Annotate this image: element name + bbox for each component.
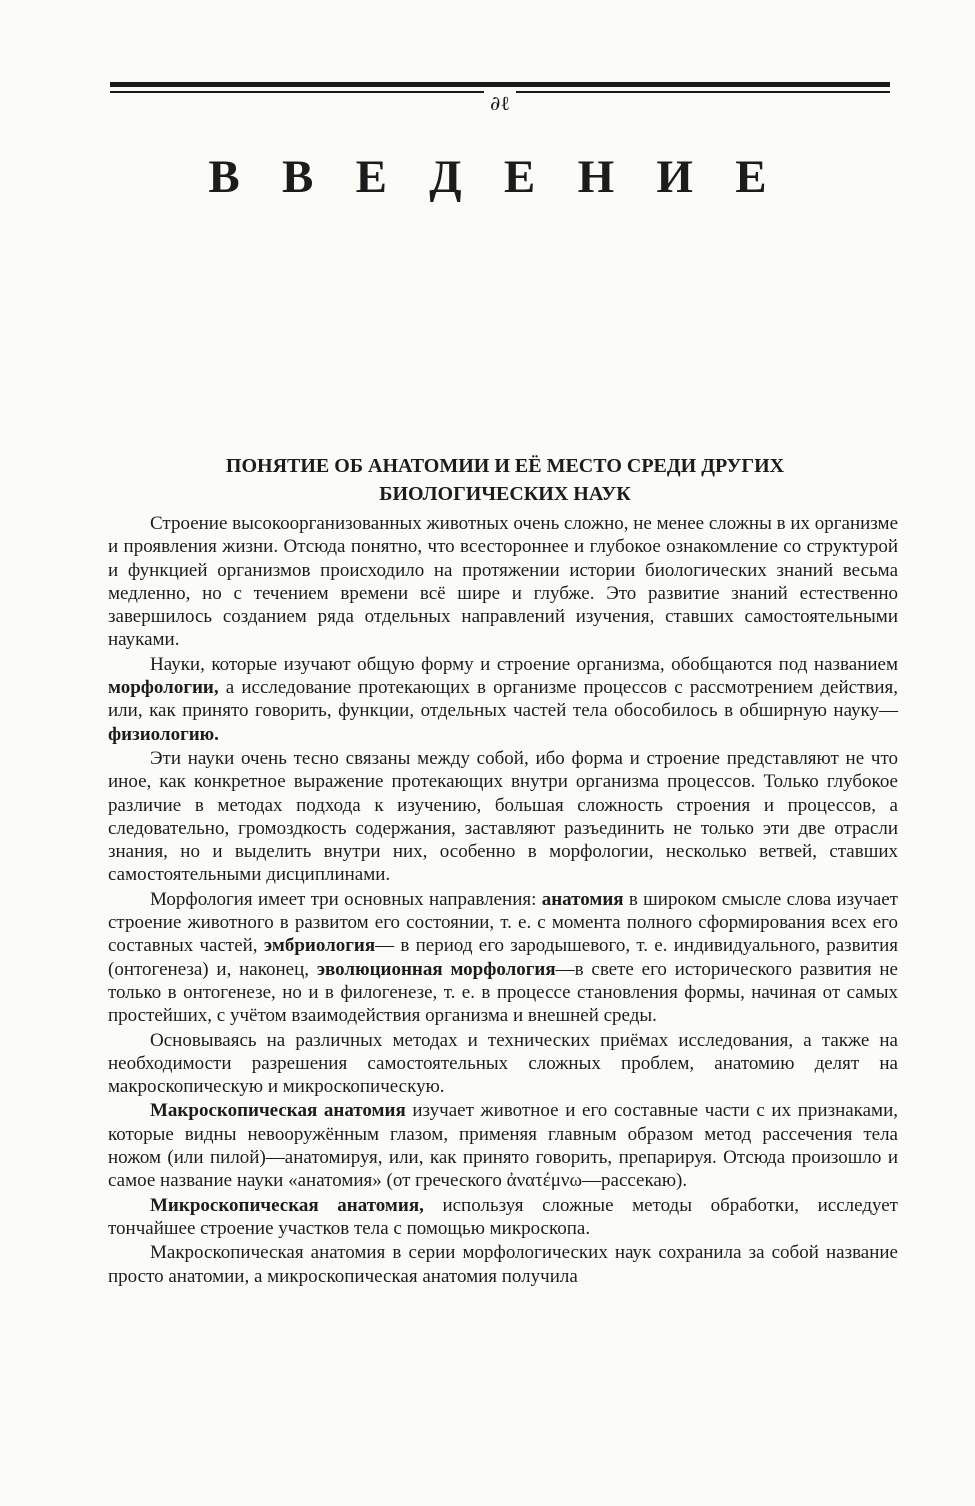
- thick-rule: [110, 82, 890, 87]
- ornament-icon: ∂ℓ: [110, 93, 890, 113]
- term-macroscopic-anatomy: Макроскопическая анатомия: [150, 1100, 406, 1122]
- paragraph-4: Морфология имеет три основных направления: анатомия в широком смысле слова изучает строение животного в развитом его состоянии, т. е. с момента полного сформирования всех его составных частей, эмбриология— в период его зародышевого, т. е. индивидуального, развития (онтогенеза) и, наконец, эволюционная морфология—в свете его исторического развития не только в онтогенезе, но и в филогенезе, т. е. в процессе становления формы, начиная от самых простейших, с учётом взаимодействия организма и внешней среды.: [108, 888, 899, 1027]
- paragraph-7: Микроскопическая анатомия, используя сложные методы обработки, исследует тончайшее строение участков тела с помощью микроскопа.: [108, 1194, 898, 1239]
- paragraph-2: Науки, которые изучают общую форму и строение организма, обобщаются под названием морфологии, а исследование протекающих в организме процессов с рассмотрением действия, или, как принято говорить, функции, отдельных частей тела обособилось в обширную науку—физиологию.: [108, 653, 898, 745]
- section-title-line1: ПОНЯТИЕ ОБ АНАТОМИИ И ЕЁ МЕСТО СРЕДИ ДРУГИХ: [225, 455, 785, 477]
- term-anatomy: анатомия: [541, 888, 624, 910]
- term-embryology: эмбриология: [263, 935, 376, 957]
- paragraph-8: Макроскопическая анатомия в серии морфологических наук сохранила за собой название просто анатомии, а микроскопическая анатомия получила: [108, 1242, 898, 1287]
- term-physiology: физиологию.: [108, 723, 219, 745]
- term-morphology: морфологии,: [108, 677, 219, 699]
- header-rule: [110, 82, 890, 115]
- paragraph-6: Макроскопическая анатомия изучает животное и его составные части с их признаками, которые видны невооружённым глазом, применяя главным образом метод рассечения тела ножом (или пилой)—анатомируя, или, как принято говорить, препарируя. Отсюда произошло и самое название науки «анатомия» (от греческого ἀνατέμνω—рассекаю).: [108, 1100, 898, 1192]
- chapter-title: ВВЕДЕНИЕ: [208, 151, 809, 203]
- term-microscopic-anatomy: Микроскопическая анатомия,: [150, 1194, 424, 1216]
- section-title: [110, 452, 900, 508]
- paragraph-1: Строение высокоорганизованных животных очень сложно, не менее сложны в их организме и проявления жизни. Отсюда понятно, что всестороннее и глубокое ознакомление со структурой и функцией организмов происходило на протяжении истории биологических знаний весьма медленно, но с течением времени всё шире и глубже. Это развитие знаний естественно завершилось созданием ряда отдельных направлений изучения, ставших самостоятельными науками.: [108, 513, 898, 651]
- term-evolutionary-morphology: эволюционная морфология: [316, 958, 556, 980]
- body-text: [108, 512, 898, 1289]
- paragraph-5: Основываясь на различных методах и технических приёмах исследования, а также на необходимости разрешения самостоятельных сложных проблем, анатомию делят на макроскопическую и микроскопическую.: [108, 1029, 898, 1098]
- section-title-line2: БИОЛОГИЧЕСКИХ НАУК: [379, 483, 631, 505]
- paragraph-3: Эти науки очень тесно связаны между собой, ибо форма и строение представляют не что иное, как конкретное выражение протекающих внутри организма процессов. Только глубокое различие в методах подхода к изучению, большая сложность строения и процессов, а следовательно, громоздкость содержания, заставляют разъединить не только эти две отрасли знания, но и выделить внутри них, особенно в морфологии, несколько ветвей, ставших самостоятельными дисциплинами.: [108, 747, 898, 886]
